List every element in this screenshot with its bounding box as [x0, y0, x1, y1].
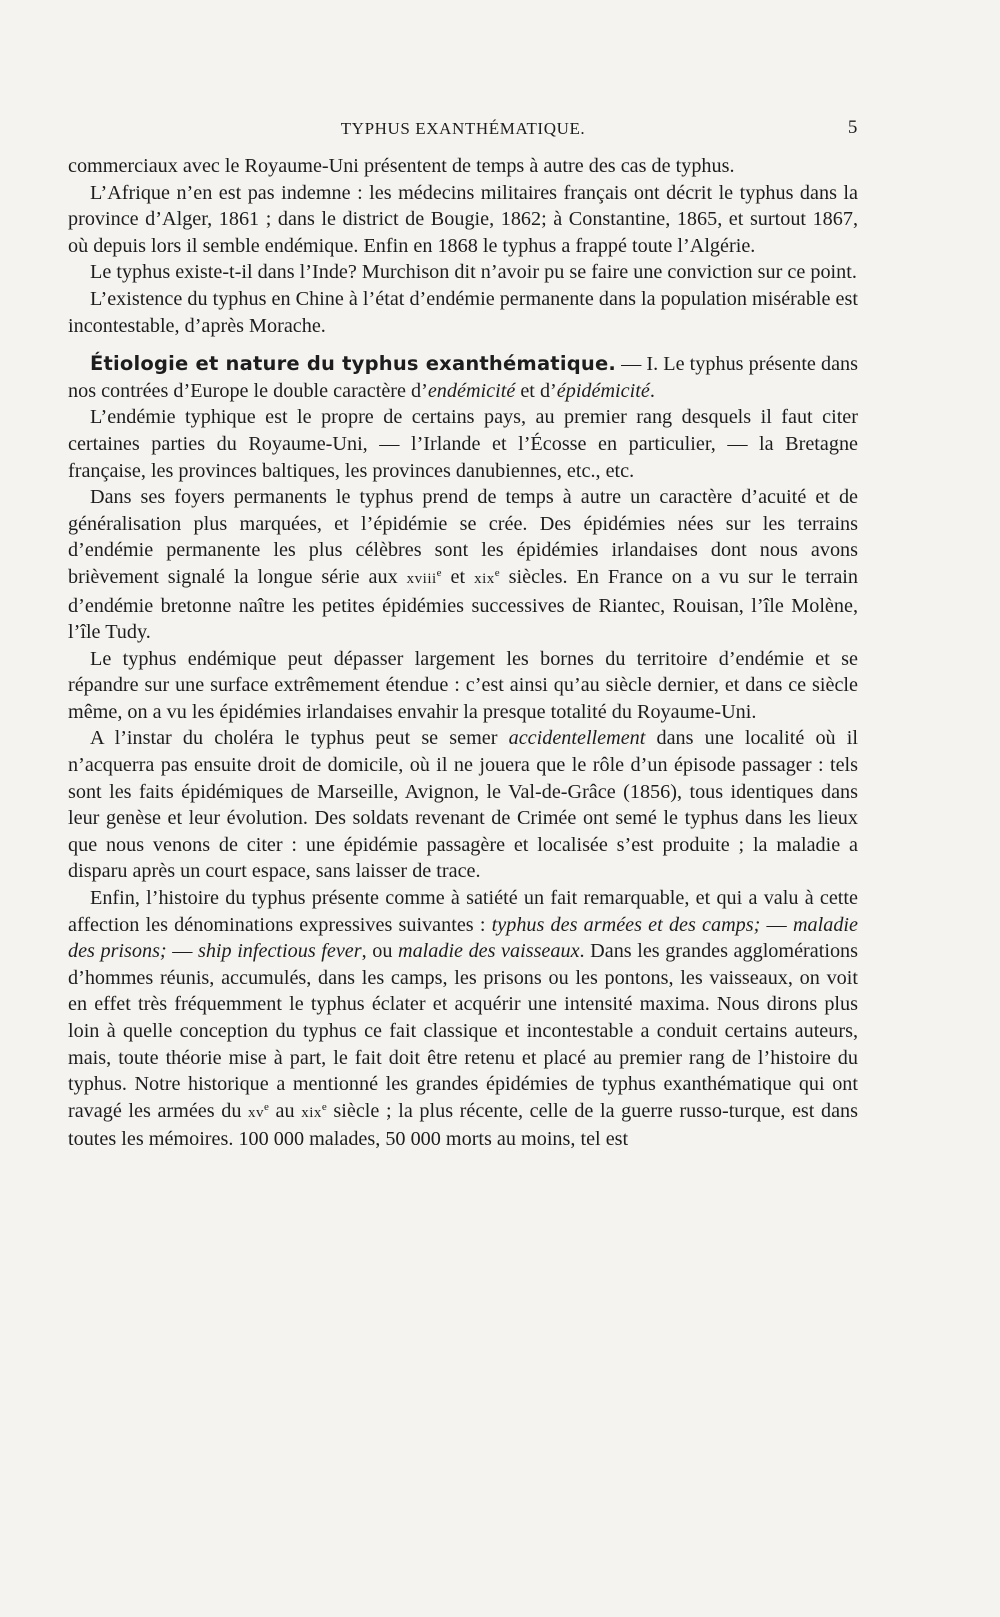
paragraph-7-text-c: siècles. En France on a vu sur le terrain d’endémie bretonne naître les petites épidémies successives de Riantec, Rouisan, l’île Molène, l’île Tudy. — [68, 565, 858, 644]
running-header — [68, 119, 858, 143]
paragraph-10-em-c: ship infectious fever — [197, 940, 362, 963]
paragraph-9-text-b: dans une localité où il n’acquerra pas ensuite droit de domicile, où il ne jouera que le rôle d’un épisode passager : tels sont les faits épidémiques de Marseille, Avignon, le Val-de-Grâce (1856), tous identiques dans leur genèse et leur évolution. Des soldats revenant de Crimée ont semé le typhus dans les lieux que nous venons de citer : une épidémie passagère et localisée s’est produite ; la maladie a disparu après un court espace, sans laisser de trace. — [68, 727, 858, 883]
body-text — [68, 153, 858, 1153]
paragraph-10-text-a: Enfin, l’histoire du typhus présente comme à satiété un fait remarquable, et qui a valu à cette affection les dénominations expressives suivantes : — [68, 887, 858, 936]
century-sup-a: e — [436, 566, 442, 579]
paragraph-7-text-b: et — [441, 565, 475, 588]
century-sup-d: e — [321, 1100, 327, 1113]
paragraph-2: L’Afrique n’en est pas indemne : les médecins militaires français ont décrit le typhus dans la province d’Alger, 1861 ; dans le district de Bougie, 1862; à Constantine, 1865, et surtout 1867, où depuis lors il semble endémique. Enfin en 1868 le typhus a frappé toute l’Algérie. — [68, 181, 858, 257]
century-sup-c: e — [264, 1100, 269, 1113]
paragraph-7-text-a: Dans ses foyers permanents le typhus prend de temps à autre un caractère d’acuité et de généralisation plus marquées, et l’épidémie se crée. Des épidémies nées sur les terrains d’endémie permanente les plus célèbres sont les épidémies irlandaises dont nous avons brièvement signalé la longue série aux — [68, 486, 858, 588]
page-number: 5 — [847, 117, 858, 138]
running-title: TYPHUS EXANTHÉMATIQUE. — [340, 119, 586, 138]
paragraph-6: L’endémie typhique est le propre de certains pays, au premier rang desquels il faut citer certaines parties du Royaume-Uni, — l’Irlande et l’Écosse en particulier, — la Bretagne française, les provinces baltiques, les provinces danubiennes, etc., etc. — [68, 406, 858, 482]
century-roman-a: xviii — [406, 570, 437, 587]
paragraph-5-em-b: épidémicité — [556, 379, 650, 402]
paragraph-10-em-b: maladie des prisons; — [68, 913, 858, 963]
paragraph-9-text-a: A l’instar du choléra le typhus peut se semer — [90, 727, 509, 750]
paragraph-10 — [68, 885, 858, 1153]
paragraph-10-text-d: , ou — [361, 940, 398, 963]
paragraph-5-em-a: endémicité — [427, 379, 516, 402]
century-roman-b: xix — [474, 570, 495, 587]
paragraph-1: commerciaux avec le Royaume-Uni présentent de temps à autre des cas de typhus. — [68, 155, 735, 177]
paragraph-5-text-b: et d’ — [515, 379, 557, 402]
paragraph-5-text-a: — I. Le typhus présente dans nos contrées d’Europe le double caractère d’ — [68, 353, 858, 402]
paragraph-5 — [68, 351, 858, 404]
paragraph-10-text-g: siècle ; la plus récente, celle de la guerre russo-turque, est dans toutes les mémoires. 100 000 malades, 50 000 morts au moins, tel est — [68, 1099, 858, 1151]
paragraph-3: Le typhus existe-t-il dans l’Inde? Murchison dit n’avoir pu se faire une conviction sur ce point. — [90, 261, 857, 284]
paragraph-9 — [68, 725, 858, 885]
paragraph-10-text-e: . Dans les grandes agglomérations d’hommes réunis, accumulés, dans les camps, les prisons ou les pontons, les vaisseaux, on voit en effet très fréquemment le typhus éclater et acquérir une intensité maxima. Nous dirons plus loin à quelle conception du typhus ce fait classique et incontestable a conduit certains auteurs, mais, toute théorie mise à part, le fait doit être retenu et placé au premier rang de l’histoire du typhus. Notre historique a mentionné les grandes épidémies de typhus exanthématique qui ont ravagé les armées du — [68, 940, 859, 1122]
paragraph-10-em-a: typhus des armées et des camps; — [491, 913, 761, 936]
paragraph-8: Le typhus endémique peut dépasser largement les bornes du territoire d’endémie et se répandre sur une surface extrêmement étendue : c’est ainsi qu’au siècle dernier, et dans ce siècle même, on a vu les épidémies irlandaises envahir la presque totalité du Royaume-Uni. — [68, 647, 858, 723]
paragraph-4: L’existence du typhus en Chine à l’état d’endémie permanente dans la population misérable est incontestable, d’après Morache. — [68, 287, 858, 337]
paragraph-10-text-f: au — [268, 1099, 302, 1122]
century-roman-d: xix — [301, 1104, 322, 1121]
paragraph-9-em-a: accidentellement — [508, 727, 646, 750]
section-heading: Étiologie et nature du typhus exanthématique. — [90, 352, 616, 376]
paragraph-10-text-c: — — [166, 940, 198, 963]
paragraph-10-em-d: maladie des vaisseaux — [397, 940, 580, 963]
century-roman-c: xv — [248, 1104, 265, 1121]
paragraph-5-text-c: . — [649, 379, 655, 402]
paragraph-7 — [68, 484, 858, 646]
century-sup-b: e — [494, 566, 500, 579]
paragraph-10-text-b: — — [760, 913, 793, 936]
